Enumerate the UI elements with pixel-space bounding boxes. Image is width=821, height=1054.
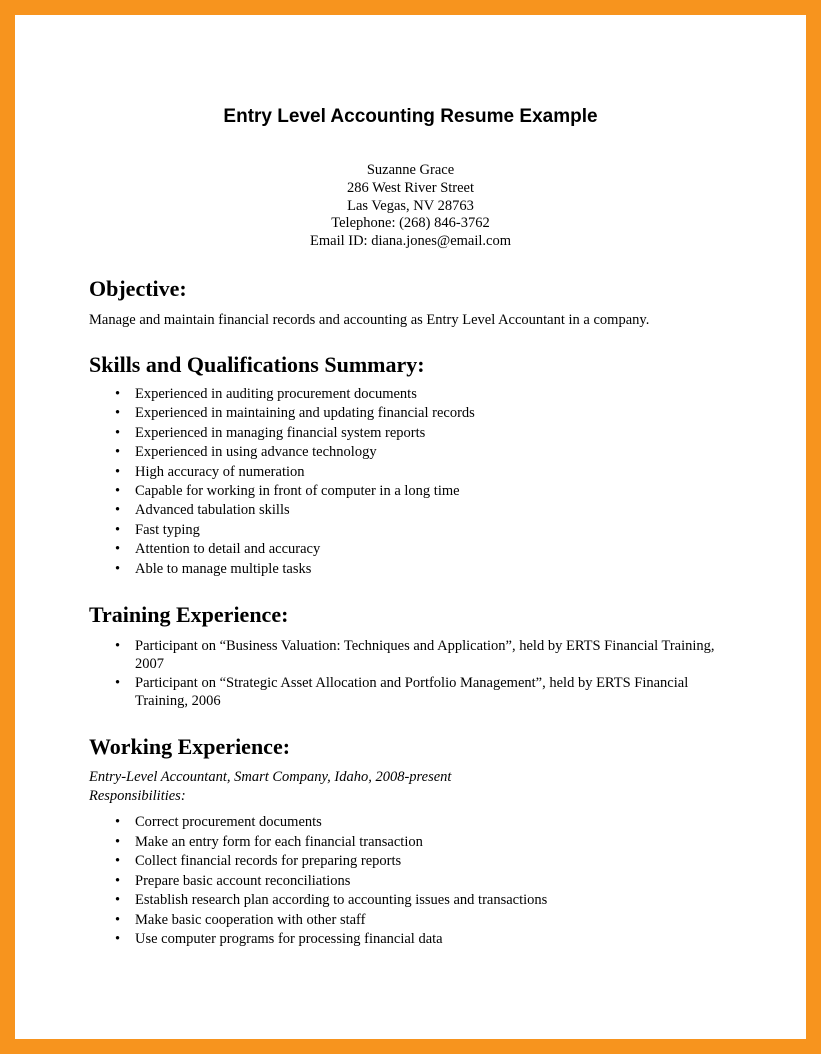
working-heading: Working Experience: <box>89 734 291 759</box>
contact-street: 286 West River Street <box>346 179 475 196</box>
list-item: • Make basic cooperation with other staff <box>115 911 547 931</box>
job-position: Entry-Level Accountant, Smart Company, Idaho, 2008-present <box>89 769 452 785</box>
list-item: • Experienced in auditing procurement documents <box>115 385 475 404</box>
responsibilities-label: Responsibilities: <box>89 788 186 804</box>
list-item: • Attention to detail and accuracy <box>115 540 475 559</box>
list-item: • Participant on “Business Valuation: Techniques and Application”, held by ERTS Financial Training, 2007 <box>115 637 735 673</box>
list-item: • Make an entry form for each financial transaction <box>115 833 547 853</box>
list-item: • Experienced in using advance technology <box>115 443 475 462</box>
list-item: • Advanced tabulation skills <box>115 501 475 520</box>
contact-name: Suzanne Grace <box>366 162 455 178</box>
list-item: • Prepare basic account reconciliations <box>115 872 547 892</box>
skills-list <box>115 385 475 579</box>
list-item: • Fast typing <box>115 521 475 540</box>
contact-email: Email ID: diana.jones@email.com <box>310 233 511 250</box>
list-item: • Capable for working in front of computer in a long time <box>115 482 475 501</box>
list-item: • Establish research plan according to accounting issues and transactions <box>115 891 547 911</box>
list-item: • Use computer programs for processing financial data <box>115 930 547 950</box>
list-item: • Experienced in managing financial system reports <box>115 424 475 443</box>
list-item: • Collect financial records for preparing reports <box>115 852 547 872</box>
training-list <box>115 637 735 711</box>
resume-page <box>15 15 806 1039</box>
list-item: • Correct procurement documents <box>115 813 547 833</box>
list-item: • Experienced in maintaining and updating financial records <box>115 404 475 423</box>
responsibilities-list <box>115 813 547 950</box>
list-item: • Able to manage multiple tasks <box>115 560 475 579</box>
training-heading: Training Experience: <box>89 602 289 627</box>
objective-heading: Objective: <box>89 276 187 301</box>
contact-block <box>15 162 806 251</box>
contact-city: Las Vegas, NV 28763 <box>347 197 474 214</box>
list-item: • High accuracy of numeration <box>115 463 475 482</box>
contact-telephone: Telephone: (268) 846-3762 <box>331 215 490 232</box>
objective-text: Manage and maintain financial records and accounting as Entry Level Accountant in a company. <box>89 312 650 328</box>
document-title: Entry Level Accounting Resume Example <box>223 106 598 127</box>
skills-heading: Skills and Qualifications Summary: <box>89 352 425 377</box>
list-item: • Participant on “Strategic Asset Allocation and Portfolio Management”, held by ERTS Financial Training, 2006 <box>115 674 735 710</box>
